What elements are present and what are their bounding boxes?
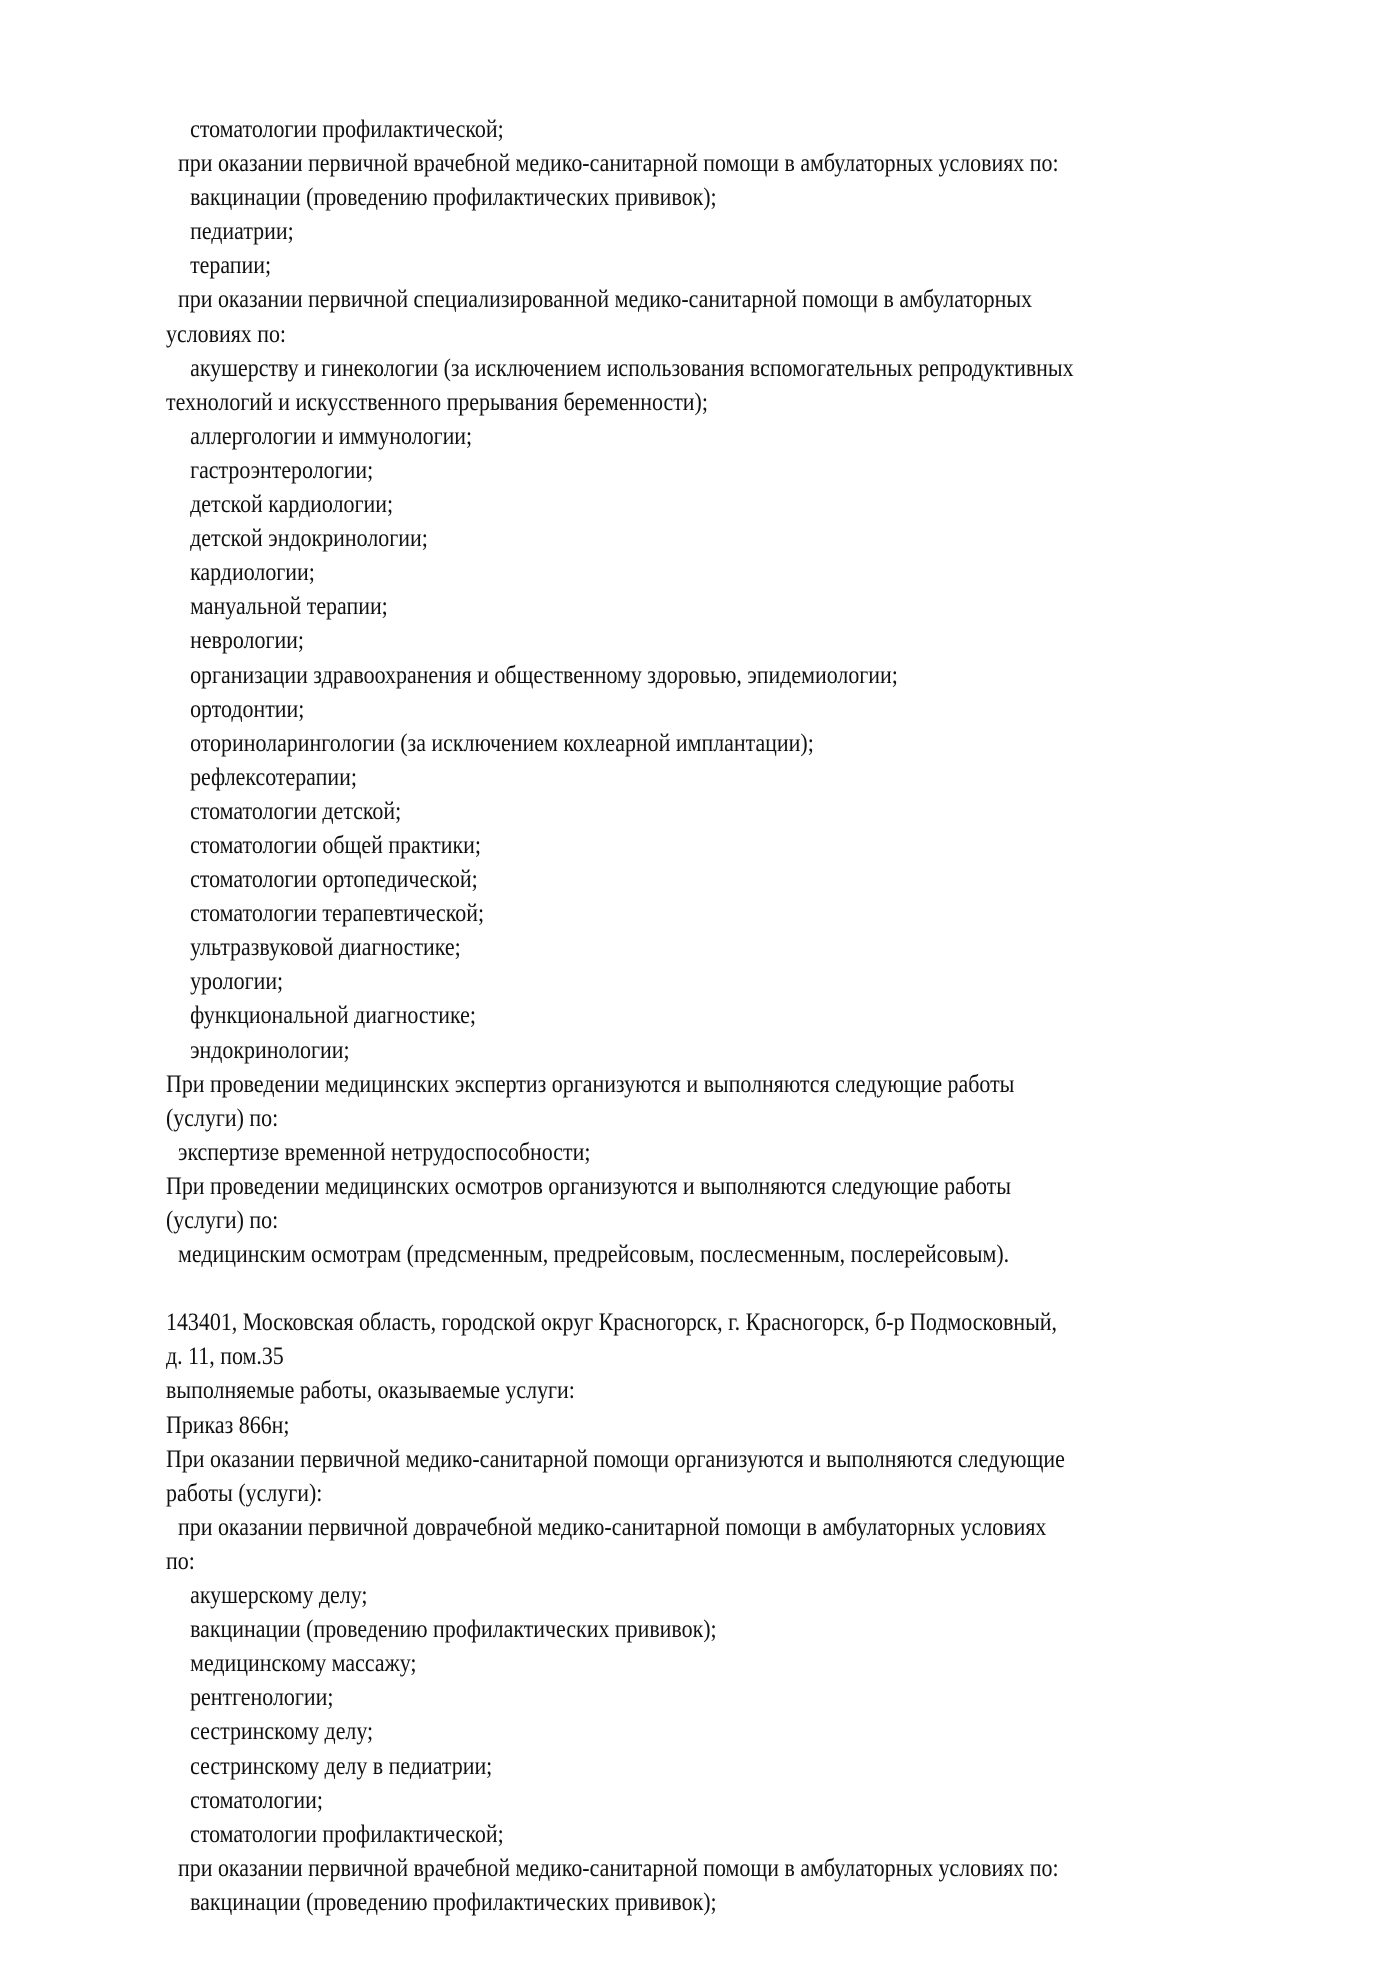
list-item: урологии; [190, 966, 284, 996]
list-item: функциональной диагностике; [190, 1000, 476, 1030]
list-item: стоматологии профилактической; [190, 114, 504, 143]
paragraph-line: работы (услуги): [166, 1477, 323, 1507]
list-item: детской кардиологии; [190, 489, 394, 519]
list-item: детской эндокринологии; [190, 523, 428, 553]
blank-line [166, 1271, 1346, 1305]
list-item: педиатрии; [190, 216, 294, 246]
paragraph-line: выполняемые работы, оказываемые услуги: [166, 1375, 575, 1405]
section-line: при оказании первичной врачебной медико-санитарной помощи в амбулаторных условиях по: [178, 1852, 1059, 1882]
list-item: сестринскому делу в педиатрии; [190, 1750, 493, 1780]
list-item: вакцинации (проведению профилактических прививок); [190, 1886, 717, 1916]
list-item: рентгенологии; [190, 1682, 334, 1712]
paragraph-line: д. 11, пом.35 [166, 1341, 284, 1371]
paragraph-line: При проведении медицинских экспертиз организуются и выполняются следующие работы [166, 1068, 1015, 1098]
paragraph-line: технологий и искусственного прерывания беременности); [166, 386, 708, 416]
list-item: организации здравоохранения и общественному здоровью, эпидемиологии; [190, 659, 898, 689]
list-item: неврологии; [190, 625, 305, 655]
list-item: аллергологии и иммунологии; [190, 420, 473, 450]
list-item: стоматологии общей практики; [190, 829, 481, 859]
document-body [166, 112, 1346, 1919]
section-line: при оказании первичной доврачебной медико-санитарной помощи в амбулаторных условиях [178, 1511, 1047, 1541]
paragraph-line: При оказании первичной медико-санитарной помощи организуются и выполняются следующие [166, 1443, 1065, 1473]
list-item: стоматологии профилактической; [190, 1818, 504, 1848]
paragraph-line: (услуги) по: [166, 1102, 279, 1132]
list-item: вакцинации (проведению профилактических прививок); [190, 1614, 717, 1644]
list-item: медицинскому массажу; [190, 1648, 417, 1678]
paragraph-line: При проведении медицинских осмотров организуются и выполняются следующие работы [166, 1170, 1011, 1200]
list-item: ортодонтии; [190, 693, 305, 723]
list-item: оториноларингологии (за исключением кохлеарной имплантации); [190, 727, 814, 757]
section-line: экспертизе временной нетрудоспособности; [178, 1136, 591, 1166]
list-item: стоматологии ортопедической; [190, 864, 478, 894]
section-line: при оказании первичной специализированной медико-санитарной помощи в амбулаторных [178, 284, 1033, 314]
list-item: стоматологии терапевтической; [190, 898, 485, 928]
list-item: ультразвуковой диагностике; [190, 932, 461, 962]
list-item: сестринскому делу; [190, 1716, 374, 1746]
section-line: при оказании первичной врачебной медико-санитарной помощи в амбулаторных условиях по: [178, 148, 1059, 178]
list-item: терапии; [190, 250, 272, 280]
list-item: мануальной терапии; [190, 591, 388, 621]
paragraph-line: 143401, Московская область, городской округ Красногорск, г. Красногорск, б-р Подмосковный, [166, 1307, 1058, 1337]
section-line: медицинским осмотрам (предсменным, предрейсовым, послесменным, послерейсовым). [178, 1239, 1010, 1269]
list-item: акушерскому делу; [190, 1580, 368, 1610]
list-item: вакцинации (проведению профилактических прививок); [190, 182, 717, 212]
list-item: кардиологии; [190, 557, 315, 587]
list-item: рефлексотерапии; [190, 761, 357, 791]
list-item: стоматологии детской; [190, 795, 402, 825]
paragraph-line: условиях по: [166, 318, 287, 348]
list-item: акушерству и гинекологии (за исключением использования вспомогательных репродуктивных [190, 352, 1074, 382]
list-item: гастроэнтерологии; [190, 454, 374, 484]
paragraph-line: (услуги) по: [166, 1205, 279, 1234]
paragraph-line: Приказ 866н; [166, 1409, 290, 1439]
list-item: стоматологии; [190, 1784, 323, 1814]
paragraph-line: по: [166, 1545, 195, 1575]
list-item: эндокринологии; [190, 1034, 350, 1064]
